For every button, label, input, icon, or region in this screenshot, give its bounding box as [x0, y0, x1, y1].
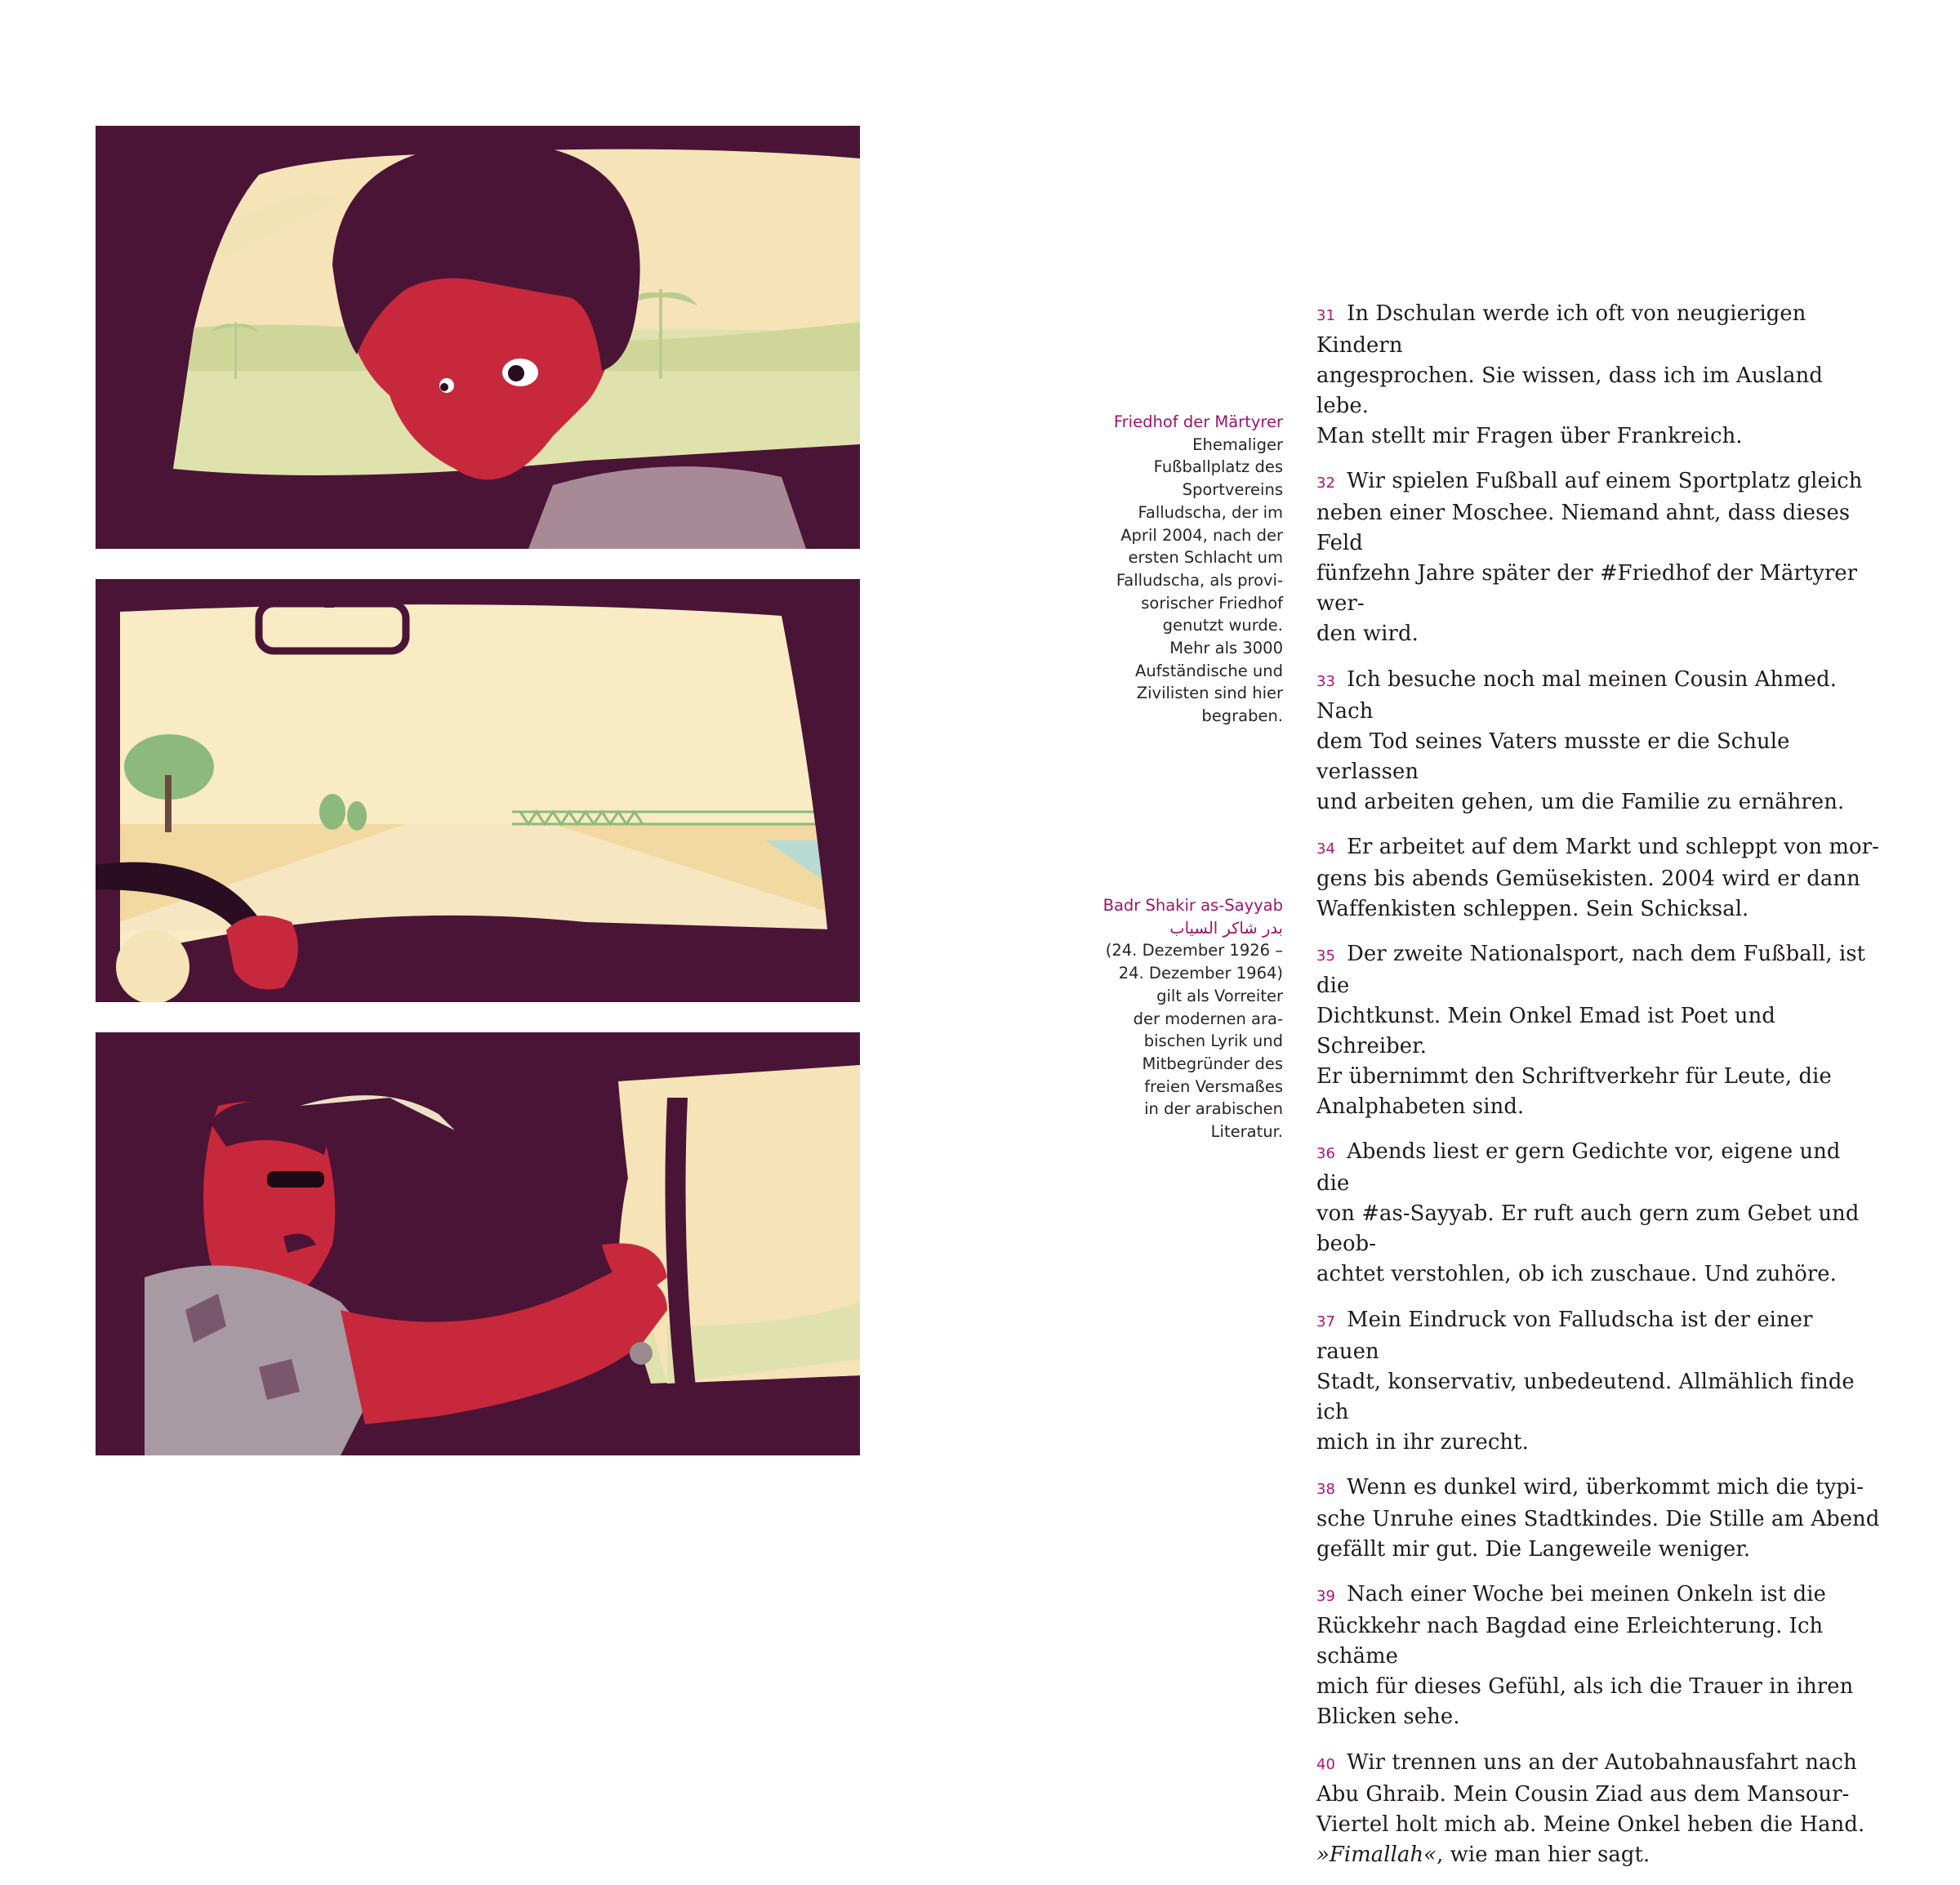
sidenote-line: Sportvereins: [1182, 480, 1283, 500]
sidenote-line: gilt als Vorreiter: [1156, 986, 1283, 1005]
paragraph-32: [1316, 466, 1880, 649]
sidenote-line: (24. Dezember 1926 –: [1105, 941, 1283, 960]
sidenote-line: sorischer Friedhof: [1141, 593, 1283, 613]
paragraph-line: gefällt mir gut. Die Langeweile weniger.: [1316, 1537, 1751, 1562]
sidenote-line: Literatur.: [1210, 1122, 1283, 1142]
paragraph-number: 32: [1316, 475, 1336, 492]
sidenote-line: Falludscha, der im: [1138, 502, 1283, 522]
paragraph-line: Dichtkunst. Mein Onkel Emad ist Poet und Schreiber.: [1316, 1004, 1775, 1059]
sidenote-line: Ehemaliger: [1192, 434, 1283, 454]
sidenote-line: genutzt wurde.: [1162, 616, 1283, 635]
paragraph-line: In Dschulan werde ich oft von neugierigen Kindern: [1316, 301, 1806, 358]
paragraph-line: Rückkehr nach Bagdad eine Erleichterung. Ich schäme: [1316, 1614, 1824, 1669]
paragraph-line: neben einer Moschee. Niemand ahnt, dass dieses Feld: [1316, 501, 1851, 556]
paragraph-line: fünfzehn Jahre später der #Friedhof der Märtyrer wer-: [1316, 561, 1858, 617]
paragraph-number: 37: [1316, 1312, 1336, 1330]
paragraph-number: 35: [1316, 947, 1336, 965]
paragraph-33: [1316, 665, 1880, 818]
paragraph-39: [1316, 1580, 1880, 1732]
sidenote-line: freien Versmaßes: [1144, 1076, 1283, 1096]
sidenote-line: Mehr als 3000: [1169, 639, 1283, 658]
paragraph-number: 38: [1316, 1481, 1336, 1499]
paragraph-line: mich in ihr zurecht.: [1316, 1429, 1529, 1455]
paragraph-line: Viertel holt mich ab. Meine Onkel heben die Hand.: [1316, 1811, 1865, 1837]
man-driving-icon: [96, 1032, 860, 1455]
sidenote-line: in der arabischen: [1144, 1099, 1283, 1119]
paragraph-line: [1316, 1840, 1880, 1870]
paragraph-line: gens bis abends Gemüsekisten. 2004 wird er dann: [1316, 866, 1860, 891]
paragraph-40: [1316, 1748, 1880, 1870]
paragraph-number: 31: [1316, 307, 1336, 324]
paragraph-line: Der zweite Nationalsport, nach dem Fußball, ist die: [1316, 942, 1866, 999]
paragraph-number: 36: [1316, 1145, 1336, 1163]
main-text: [1316, 299, 1880, 1885]
boy-in-car-icon: [96, 126, 860, 549]
paragraph-line: sche Unruhe eines Stadtkindes. Die Stille am Abend: [1316, 1507, 1880, 1532]
paragraph-number: 34: [1316, 840, 1336, 858]
paragraph-31: [1316, 299, 1880, 452]
panel-windshield-road: [96, 579, 860, 1002]
paragraph-line: Mein Eindruck von Falludscha ist der einer rauen: [1316, 1307, 1813, 1364]
sidenote-line: der modernen ara-: [1133, 1009, 1283, 1028]
paragraph-number: 33: [1316, 672, 1336, 690]
sidenote-line: bischen Lyrik und: [1143, 1032, 1283, 1051]
paragraph-35: [1316, 939, 1880, 1122]
sidenote-line: Aufständische und: [1134, 661, 1283, 680]
paragraph-number: 39: [1316, 1588, 1336, 1606]
sidenote-line: ersten Schlacht um: [1128, 548, 1283, 568]
paragraph-line: Er übernimmt den Schriftverkehr für Leute, die: [1316, 1064, 1832, 1090]
paragraph-line: Abends liest er gern Gedichte vor, eigene und die: [1316, 1139, 1841, 1197]
paragraph-line: Waffenkisten schleppen. Sein Schicksal.: [1316, 896, 1749, 921]
paragraph-line: Blicken sehe.: [1316, 1705, 1460, 1730]
sidenote-as-sayyab: [1071, 894, 1283, 1143]
paragraph-36: [1316, 1137, 1880, 1290]
sidenote-line: April 2004, nach der: [1120, 525, 1283, 545]
paragraph-line: Wir spielen Fußball auf einem Sportplatz gleich: [1347, 469, 1863, 494]
paragraph-line: und arbeiten gehen, um die Familie zu ernähren.: [1316, 789, 1845, 814]
paragraph-38: [1316, 1473, 1880, 1565]
paragraph-line: mich für dieses Gefühl, als ich die Trauer in ihren: [1316, 1674, 1854, 1700]
panel-boy-looking-back: [96, 126, 860, 549]
paragraph-line: Wenn es dunkel wird, überkommt mich die typi-: [1347, 1475, 1864, 1500]
paragraph-line: Nach einer Woche bei meinen Onkeln ist die: [1347, 1582, 1826, 1607]
paragraph-line: von #as-Sayyab. Er ruft auch gern zum Gebet und beob-: [1316, 1201, 1860, 1257]
paragraph-37: [1316, 1305, 1880, 1458]
paragraph-line: Wir trennen uns an der Autobahnausfahrt nach: [1347, 1749, 1857, 1775]
paragraph-line-rest: , wie man hier sagt.: [1437, 1842, 1650, 1867]
paragraph-line: achtet verstohlen, ob ich zuschaue. Und zuhöre.: [1316, 1262, 1837, 1287]
road-through-windshield-icon: [96, 579, 860, 1002]
paragraph-line: angesprochen. Sie wissen, dass ich im Ausland lebe.: [1316, 363, 1823, 418]
paragraph-line: den wird.: [1316, 622, 1419, 647]
italic-word: »Fimallah«: [1316, 1842, 1437, 1867]
paragraph-line: Stadt, konservativ, unbedeutend. Allmählich finde ich: [1316, 1369, 1855, 1424]
sidenote-line: Zivilisten sind hier: [1136, 684, 1283, 703]
sidenote-title: Friedhof der Märtyrer: [1113, 412, 1283, 431]
sidenote-line: Falludscha, als provi-: [1116, 570, 1283, 590]
paragraph-line: Ich besuche noch mal meinen Cousin Ahmed. Nach: [1316, 666, 1838, 724]
paragraph-number: 40: [1316, 1755, 1336, 1773]
paragraph-34: [1316, 832, 1880, 925]
paragraph-line: Analphabeten sind.: [1316, 1094, 1525, 1120]
paragraph-line: Man stellt mir Fragen über Frankreich.: [1316, 424, 1743, 448]
sidenote-arabic-name: بدر شاكر السياب: [1169, 918, 1283, 938]
paragraph-line: Abu Ghraib. Mein Cousin Ziad aus dem Mansour-: [1316, 1781, 1850, 1807]
paragraph-line: dem Tod seines Vaters musste er die Schule verlassen: [1316, 729, 1790, 784]
sidenote-title: Badr Shakir as-Sayyab: [1102, 896, 1283, 915]
sidenote-line: Fußballplatz des: [1153, 457, 1283, 477]
paragraph-line: Er arbeitet auf dem Markt und schleppt von mor-: [1347, 834, 1879, 859]
sidenote-line: 24. Dezember 1964): [1118, 964, 1283, 983]
sidenote-line: Mitbegründer des: [1142, 1054, 1283, 1073]
sidenote-line: begraben.: [1201, 706, 1283, 726]
panel-man-driving: [96, 1032, 860, 1455]
sidenote-friedhof: [1071, 411, 1283, 728]
